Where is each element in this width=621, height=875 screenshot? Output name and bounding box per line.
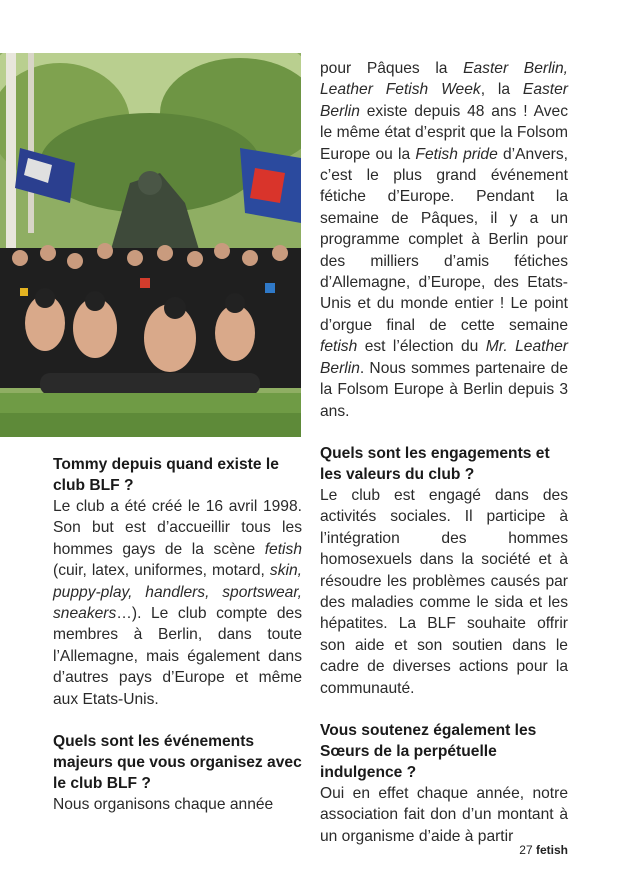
left-column	[53, 454, 302, 815]
page-footer	[519, 843, 568, 857]
question-heading: Vous soutenez également les Sœurs de la perpétuelle indulgence ?	[320, 721, 537, 781]
group-photo-icon	[0, 53, 301, 437]
question-heading: Quels sont les événements majeurs que vous organisez avec le club BLF ?	[53, 733, 302, 793]
question-heading: Tommy depuis quand existe le club BLF ?	[53, 456, 279, 494]
magazine-name: fetish	[535, 843, 568, 857]
answer-paragraph: Oui en effet chaque année, notre association fait don d’un montant à un organisme d’aide à partir	[320, 784, 568, 845]
answer-paragraph: Le club est engagé dans des activités sociales. Il participe à l’intégration des hommes homosexuels dans la société et à résoudre les problèmes causés par des maladies comme le sida et les hépatites. La BLF souhaite offrir son aide et son soutien dans le cadre de diverses actions pour la communauté.	[320, 486, 568, 697]
question-heading: Quels sont les engagements et les valeurs du club ?	[320, 444, 550, 483]
answer-paragraph: Nous organisons chaque année	[53, 796, 274, 814]
page-number: 27	[519, 843, 533, 857]
answer-paragraph: pour Pâques la Easter Berlin, Leather Fetish Week, la Easter Berlin existe depuis 48 ans ! Avec le même état d’esprit que la Folsom Europe ou la Fetish pride d’Anvers, c’est le plus grand événement fétiche d’Europe. Pendant la semaine de Pâques, il y a un programme complet à Berlin pour des milliers d’amis fétiches d’Allemagne, d’Europe, des Etats-Unis et du monde entier ! Le point d’orgue final de cette semaine fetish est l’élection du Mr. Leather Berlin. Nous sommes partenaire de la Folsom Europe à Berlin depuis 3 ans.	[320, 60, 568, 420]
group-photo	[0, 53, 301, 437]
answer-paragraph: Le club a été créé le 16 avril 1998. Son but est d’accueillir tous les hommes gays de la scène fetish (cuir, latex, uniformes, motard, skin, puppy-play, handlers, sportswear, sneakers…). Le club compte des membres à Berlin, dans toute l’Allemagne, mais également dans d’autres pays d’Europe et même aux Etats-Unis.	[53, 498, 302, 708]
right-column	[320, 58, 568, 847]
